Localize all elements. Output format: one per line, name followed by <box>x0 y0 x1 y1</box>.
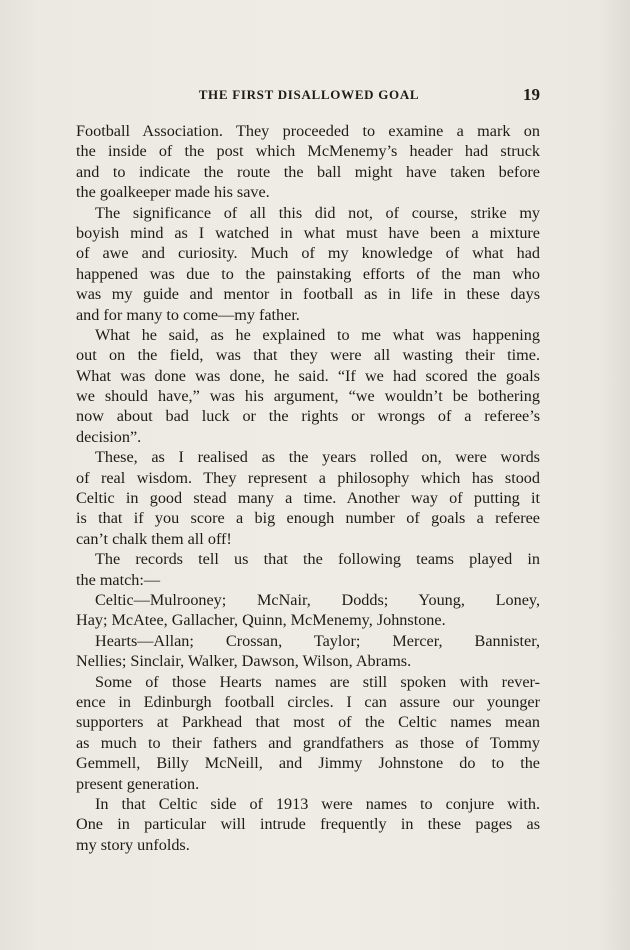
text-line: boyish mind as I watched in what must have been a mixture <box>76 223 540 242</box>
text-line: was my guide and mentor in football as in life in these days <box>76 285 540 304</box>
text-line: supporters at Parkhead that most of the Celtic names mean <box>76 713 540 732</box>
text-line: These, as I realised as the years rolled on, were words <box>95 448 540 467</box>
text-line: Some of those Hearts names are still spoken with rever- <box>95 672 540 691</box>
page-number: 19 <box>523 85 540 104</box>
text-line: In that Celtic side of 1913 were names to conjure with. <box>95 794 540 813</box>
text-line: the inside of the post which McMenemy’s header had struck <box>76 142 540 161</box>
text-line: Gemmell, Billy McNeill, and Jimmy Johnstone do to the <box>76 754 540 773</box>
text-line: Celtic in good stead many a time. Another way of putting it <box>76 489 540 508</box>
text-line: The significance of all this did not, of course, strike my <box>95 203 540 222</box>
text-line: Nellies; Sinclair, Walker, Dawson, Wilson, Abrams. <box>76 652 412 671</box>
text-line: now about bad luck or the rights or wrongs of a referee’s <box>76 407 540 426</box>
text-line: of real wisdom. They represent a philosophy which has stood <box>76 468 540 487</box>
text-line: Celtic—Mulrooney; McNair, Dodds; Young, Loney, <box>95 590 540 609</box>
body-text <box>76 121 540 855</box>
text-line: The records tell us that the following teams played in <box>95 550 540 569</box>
text-line: One in particular will intrude frequently in these pages as <box>76 815 540 834</box>
text-line: out on the field, was that they were all wasting their time. <box>76 346 540 365</box>
text-line: is that if you score a big enough number of goals a referee <box>76 509 540 528</box>
text-line: ence in Edinburgh football circles. I can assure our younger <box>76 692 540 711</box>
chapter-title: THE FIRST DISALLOWED GOAL <box>198 87 420 102</box>
text-line: as much to their fathers and grandfathers as those of Tommy <box>76 733 540 752</box>
text-line: the match:— <box>76 570 161 589</box>
text-line: the goalkeeper made his save. <box>76 183 270 202</box>
text-line: Hearts—Allan; Crossan, Taylor; Mercer, Bannister, <box>95 631 540 650</box>
text-line: What was done was done, he said. “If we had scored the goals <box>76 366 540 385</box>
text-line: decision”. <box>76 427 142 446</box>
text-line: What he said, as he explained to me what was happening <box>95 325 540 344</box>
text-line: of awe and curiosity. Much of my knowledge of what had <box>76 244 540 263</box>
text-line: we should have,” was his argument, “we wouldn’t be bothering <box>76 387 540 406</box>
text-line: can’t chalk them all off! <box>76 529 232 548</box>
text-line: present generation. <box>76 774 200 793</box>
text-line: Football Association. They proceeded to examine a mark on <box>76 122 540 140</box>
text-line: and for many to come—my father. <box>76 305 300 324</box>
running-head <box>78 83 540 107</box>
text-line: Hay; McAtee, Gallacher, Quinn, McMenemy, Johnstone. <box>76 611 446 630</box>
text-line: happened was due to the painstaking efforts of the man who <box>76 264 540 283</box>
text-line: my story unfolds. <box>76 835 190 854</box>
text-line: and to indicate the route the ball might have taken before <box>76 162 540 181</box>
